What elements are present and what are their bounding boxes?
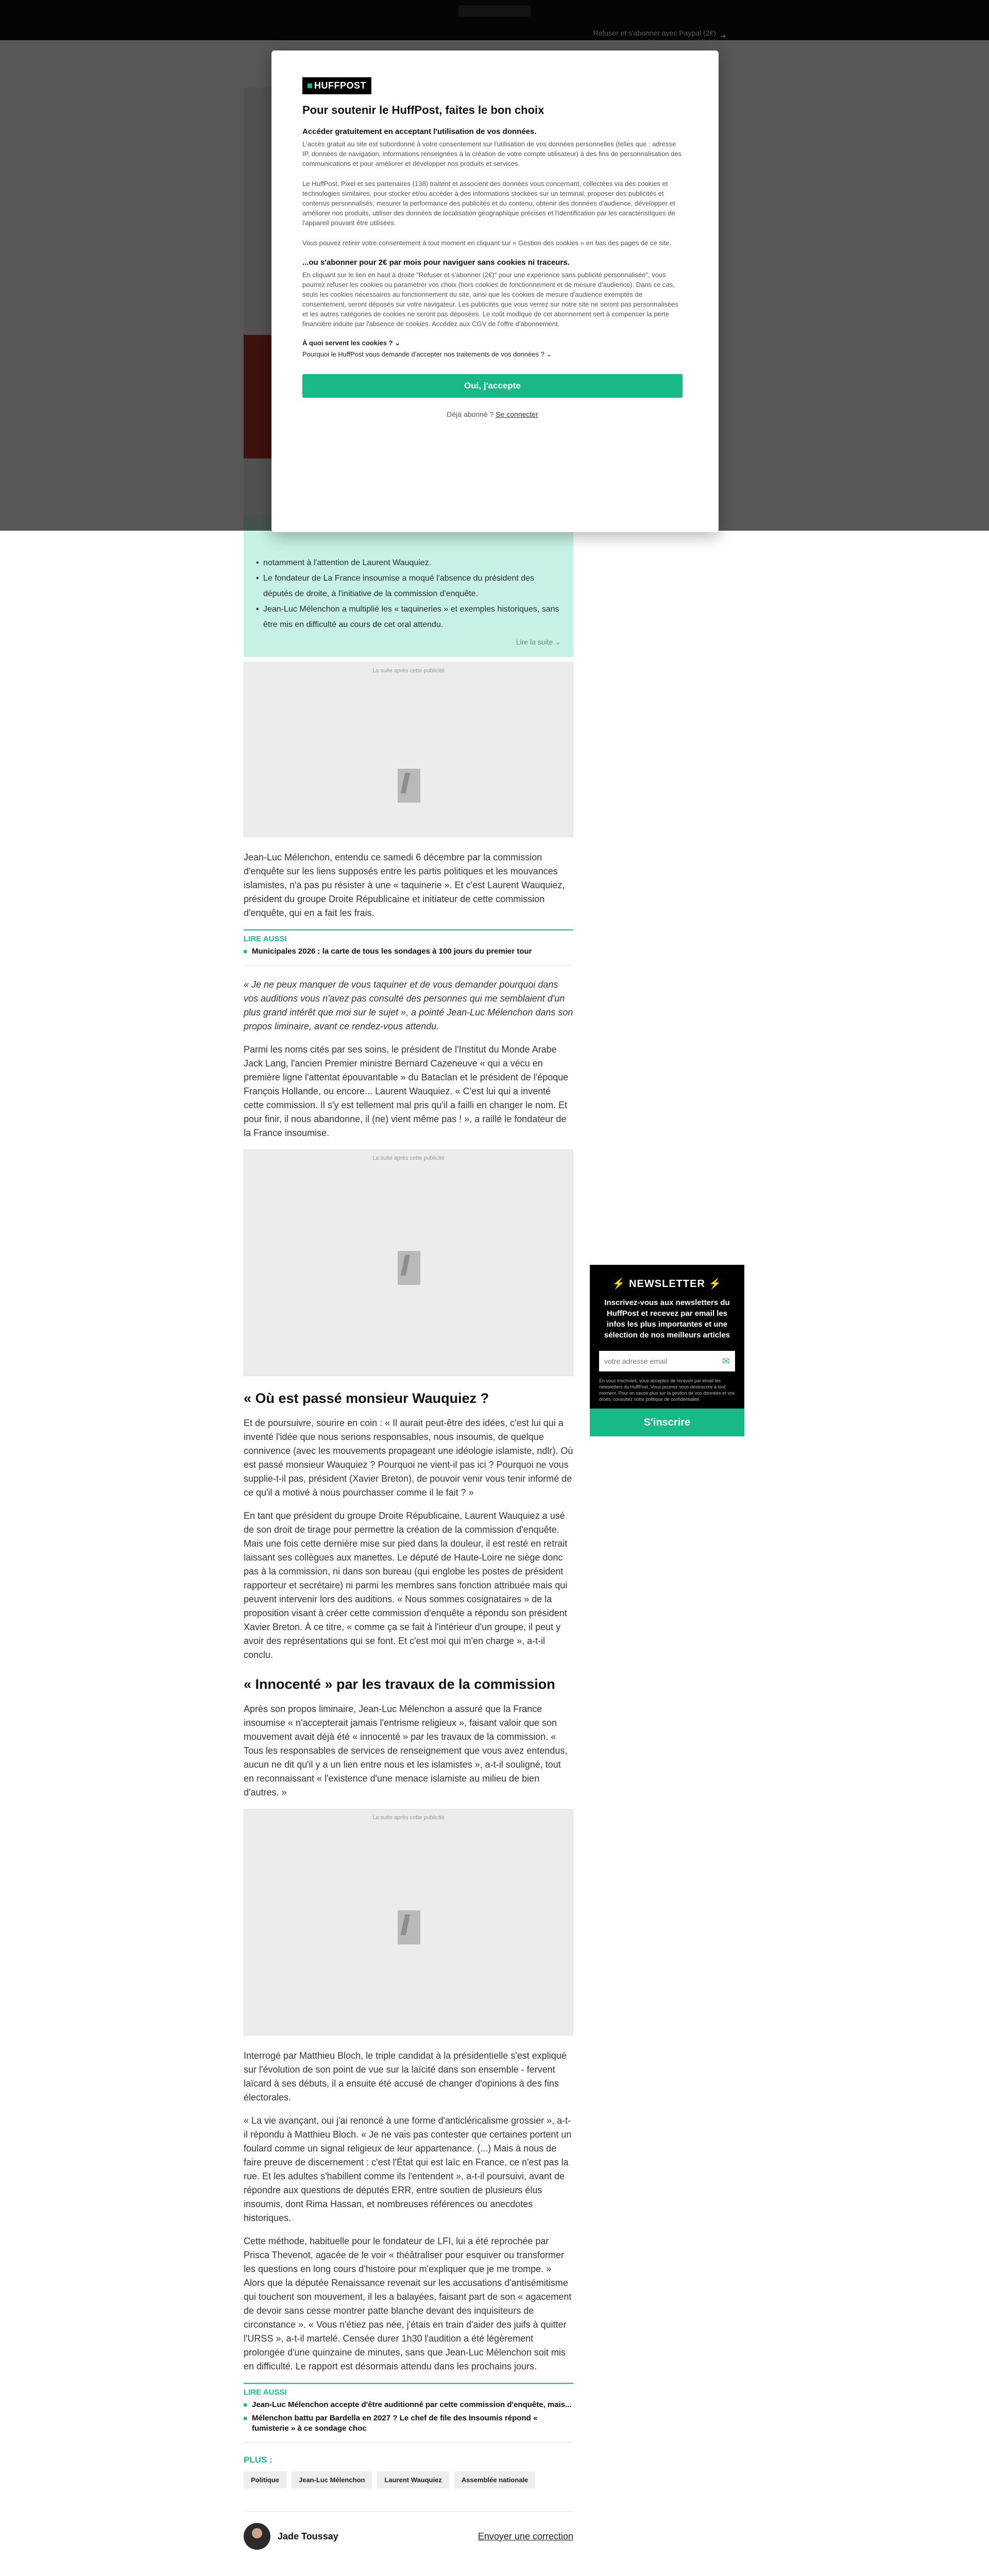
ad-label: La suite après cette publicité	[372, 668, 445, 674]
paragraph: Et de poursuivre, sourire en coin : « Il aurait peut-être des idées, c'est lui qui a inventé l'idée que nous serions responsables, nous insoumis, de quelque connivence (avec les mouvements propageant une idéologie islamiste, ndlr). Où est passé monsieur Wauquiez ? Pourquoi ne vient-il pas ici ? Pourquoi ne vous supplie-t-il pas, président (Xavier Breton), de pouvoir venir vous tenir informé de ce qu'il a motivé à nous pourchasser comme il le fait ? »	[244, 1418, 573, 1498]
summary-item: • Jean-Luc Mélenchon a multiplié les « taquineries » et exemples historiques, sans être mis en difficulté au cours de cet oral attendu.	[256, 602, 561, 633]
tag-melenchon[interactable]: Jean-Luc Mélenchon	[292, 2471, 372, 2488]
paragraph: « Je ne peux manquer de vous taquiner et de vous demander pourquoi dans vos auditions vous n'avez pas consulté des personnes qui me semblaient d'un plus grand intérêt que moi sur le sujet », a pointé Jean-Luc Mélenchon dans son propos liminaire, avant ce rendez-vous attendu.	[244, 979, 573, 1031]
article-summary	[244, 515, 573, 657]
ad-slot	[244, 1809, 573, 2036]
ad-placeholder-icon	[398, 1910, 420, 1944]
modal-paragraph: L'accès gratuit au site est subordonné à votre consentement sur l'utilisation de vos données personnelles (telles que : adresse IP, données de navigation, informations renseignées à la création de votre compte utilisateur) à des fins de personnalisation des communications et pour améliorer et développer nos produits et services.	[302, 140, 682, 167]
plus-title: PLUS :	[244, 2455, 272, 2465]
already-subscribed-text: Déjà abonné ?	[447, 410, 494, 418]
tag-wauquiez[interactable]: Laurent Wauquiez	[377, 2471, 449, 2488]
chevron-down-icon: ⌄	[546, 350, 552, 358]
chevron-down-icon: ⌄	[395, 339, 401, 347]
modal-logo: HUFFPOST	[302, 77, 371, 94]
newsletter-description: Inscrivez-vous aux newsletters du HuffPost et recevez par email les infos les plus importantes et une sélection de nos meilleurs articles	[604, 1298, 730, 1340]
newsletter-email-input[interactable]	[604, 1357, 722, 1365]
newsletter-email-field[interactable]	[599, 1351, 735, 1371]
send-correction-link[interactable]: Envoyer une correction	[478, 2531, 573, 2541]
article-body	[244, 662, 573, 2550]
accept-button[interactable]: Oui, j'accepte	[302, 374, 683, 398]
tag-politique[interactable]: Politique	[244, 2471, 286, 2488]
read-also-box	[244, 929, 573, 965]
modal-paragraph: Le HuffPost, Pixel et ses partenaires (138) traitent et associent des données vous concernant, collectées via des cookies et technologies similaires, pour stocker et/ou accéder à des informations stockées sur un terminal, proposer des publicités et contenus personnalisés, mesurer la performance des publicités et du contenu, obtenir des données d'audience, développer et améliorer nos produits, utiliser des données de localisation géographique précises et l'identification par les caractéristiques de l'appareil pouvant être utilisées.	[302, 180, 675, 227]
paragraph: Parmi les noms cités par ses soins, le président de l'Institut du Monde Arabe Jack Lang, l'ancien Premier ministre Bernard Cazeneuve « qui a vécu en première ligne l'attentat épouvantable » du Bataclan et le président de l'époque François Hollande, ou encore... Laurent Wauquiez. « C'est lui qui a inventé cette commission. Il s'y est tellement mal pris qu'il a failli en changer le nom. Et pour finir, il nous abandonne, il (ne) vient même pas ! », a raillé le fondateur de la France insoumise.	[244, 1044, 569, 1138]
cookies-info-toggle[interactable]: À quoi servent les cookies ? ⌄	[302, 339, 401, 347]
ad-label: La suite après cette publicité	[372, 1155, 445, 1161]
paragraph: « La vie avançant, oui j'ai renoncé à une forme d'anticléricalisme grossier », a-t-il répondu à Matthieu Bloch. « Je ne vais pas contester que certaines portent un foulard comme un signal religieux de leur appartenance. (...) Mais à nous de faire preuve de discernement : c'est l'État qui est laïc en France, ce n'est pas la rue. Et les adultes s'habillent comme ils l'entendent », a-t-il poursuivi, avant de répondre aux questions de députés ERR, entre soutien de plusieurs élus insoumis, dont Rima Hassan, et nombreuses références ou anecdotes historiques.	[244, 2115, 572, 2223]
newsletter-title: ⚡ NEWSLETTER ⚡	[612, 1278, 722, 1290]
summary-item: • notamment à l'attention de Laurent Wauquiez.	[256, 555, 561, 571]
tag-list	[244, 2471, 573, 2488]
bolt-icon: ⚡	[612, 1278, 626, 1290]
modal-section-title: Accéder gratuitement en acceptant l'utilisation de vos données.	[302, 127, 537, 136]
avatar	[244, 2523, 270, 2550]
paragraph: Après son propos liminaire, Jean-Luc Mélenchon a assuré que la France insoumise « n'accepterait jamais l'entrisme religieux », faisant valoir que son mouvement avait déjà été « innocenté » par les travaux de la commission. « Tous les responsables de services de renseignement que vous avez entendus, aucun ne dit qu'il y a un lien entre nous et les islamistes », a-t-il souligné, tout en reconnaissant « l'existence d'une menace islamiste au milieu de bien d'autres. »	[244, 1704, 568, 1798]
modal-paragraph: En cliquant sur le lien en haut à droite "Refuser et s'abonner (2€)" pour une expérience sans publicité personnalisée", vous pourrez refuser les cookies ou paramétrer vos choix (hors cookies de fonctionnement et de mesure d'audience). Dans ce cas, seuls les cookies nécessaires au fonctionnement du site, ainsi que les cookies de mesure d'audience exemptés de consentement, seront déposés sur votre navigateur. Les publicités que vous verrez sur notre site ne seront pas personnalisées et les autres catégories de cookies ne seront pas déposées. Le coût modique de cet abonnement sert à compenser la perte financière induite par l'absence de cookies. Accédez aux CGV de l'offre d'abonnement.	[302, 271, 678, 328]
paragraph: Cette méthode, habituelle pour le fondateur de LFI, lui a été reprochée par Prisca Thevenot, agacée de le voir « théâtraliser pour esquiver ou transformer les questions en long cours d'histoire pour m'expliquer que je me trompe. » Alors que la députée Renaissance revenait sur les accusations d'antisémitisme qui touchent son mouvement, il les a balayées, faisant part de son « agacement de devoir sans cesse montrer patte blanche devant des inquisiteurs de circonstance ». « Vous n'étiez pas née, j'étais en train d'aider des juifs à quitter l'URSS », a-t-il martelé. Censée durer 1h30 l'audition a été légèrement prolongée d'une quinzaine de minutes, sans que Jean-Luc Mélenchon soit mis en difficulté. Le rapport est désormais attendu dans les prochains jours.	[244, 2236, 572, 2371]
ad-placeholder-icon	[398, 769, 420, 803]
author[interactable]	[244, 2523, 338, 2550]
paragraph: Interrogé par Matthieu Bloch, le triple candidat à la présidentielle s'est expliqué sur l'évolution de son point de vue sur la laïcité dans son ensemble - fervent laïcard à ses débuts, il a ensuite été accusé de changer d'opinions à des fins électorales.	[244, 2050, 567, 2103]
read-also-link[interactable]: Mélenchon battu par Bardella en 2027 ? Le chef de file des Insoumis répond « fumisterie » à ce sondage choc	[244, 2413, 573, 2434]
read-also-box	[244, 2383, 573, 2443]
why-consent-toggle[interactable]: Pourquoi le HuffPost vous demande d'accepter nos traitements de vos données ? ⌄	[302, 350, 552, 358]
login-link[interactable]: Se connecter	[496, 410, 538, 418]
read-also-title: LIRE AUSSI	[244, 935, 287, 943]
paragraph: Jean-Luc Mélenchon, entendu ce samedi 6 décembre par la commission d'enquête sur les liens supposés entre les partis politiques et les mouvances islamistes, n'a pas pu résister à une « taquinerie ». Et c'est Laurent Wauquiez, président du groupe Droite Républicaine et initiateur de cette commission d'enquête, qui en a fait les frais.	[244, 852, 565, 918]
section-heading: « Innocenté » par les travaux de la commission	[244, 1676, 555, 1692]
ad-label: La suite après cette publicité	[372, 1815, 445, 1821]
paragraph: En tant que président du groupe Droite Républicaine, Laurent Wauquiez a usé de son droit de tirage pour permettre la création de la commission d'enquête. Mais une fois cette dernière mise sur pied dans la douleur, il est resté en retrait laissant ses collègues aux manettes. Le député de Haute-Loire ne siège donc pas à la commission, ni dans son bureau (qui englobe les postes de président rapporteur et secrétaire) ni parmi les membres sans fonction attribuée mais qui peuvent intervenir lors des auditions. « Nous sommes cosignataires » de la proposition visant à créer cette commission d'enquête a répondu son président Xavier Breton. À ce titre, « comme ça se fait à l'intérieur d'un groupe, il peut y avoir des représentations qui se font. Et c'est moi qui m'en charge », a-t-il conclu.	[244, 1511, 568, 1660]
login-prompt	[302, 410, 683, 418]
newsletter-box	[590, 1265, 744, 1436]
tag-assemblee[interactable]: Assemblée nationale	[454, 2471, 535, 2488]
consent-modal	[271, 50, 719, 532]
section-heading: « Où est passé monsieur Wauquiez ?	[244, 1391, 489, 1406]
summary-item: • Le fondateur de La France insoumise a moqué l'absence du président des députés de droite, à l'initiative de la commission d'enquête.	[256, 571, 561, 602]
ad-slot	[244, 662, 573, 837]
newsletter-subscribe-button[interactable]: S'inscrire	[590, 1409, 744, 1436]
chevron-down-icon: ⌄	[555, 638, 561, 646]
modal-section-title: ...ou s'abonner pour 2€ par mois pour naviguer sans cookies ni traceurs.	[302, 258, 570, 267]
modal-title: Pour soutenir le HuffPost, faites le bon choix	[302, 104, 544, 116]
modal-paragraph: Vous pouvez retirer votre consentement à tout moment en cliquant sur « Gestion des cookies » en bas des pages de ce site.	[302, 239, 672, 247]
newsletter-fine-print: En vous inscrivant, vous acceptez de recevoir par email les newsletters du HuffPost. Vous pourrez vous désinscrire à tout moment. Pour en savoir plus sur la gestion de vos données et vos droits, consultez notre politique de confidentialité.	[599, 1378, 735, 1402]
author-row	[244, 2511, 573, 2550]
bolt-icon: ⚡	[708, 1278, 722, 1290]
mail-icon: ✉	[722, 1355, 730, 1366]
author-name: Jade Toussay	[278, 2531, 338, 2541]
ad-placeholder-icon	[398, 1251, 420, 1285]
ad-slot	[244, 1149, 573, 1376]
summary-more-link[interactable]: Lire la suite ⌄	[516, 638, 561, 646]
read-also-link[interactable]: Jean-Luc Mélenchon accepte d'être auditionné par cette commission d'enquête, mais...	[244, 2400, 573, 2410]
read-also-link[interactable]: Municipales 2026 : la carte de tous les sondages à 100 jours du premier tour	[244, 946, 573, 957]
read-also-title: LIRE AUSSI	[244, 2388, 287, 2397]
